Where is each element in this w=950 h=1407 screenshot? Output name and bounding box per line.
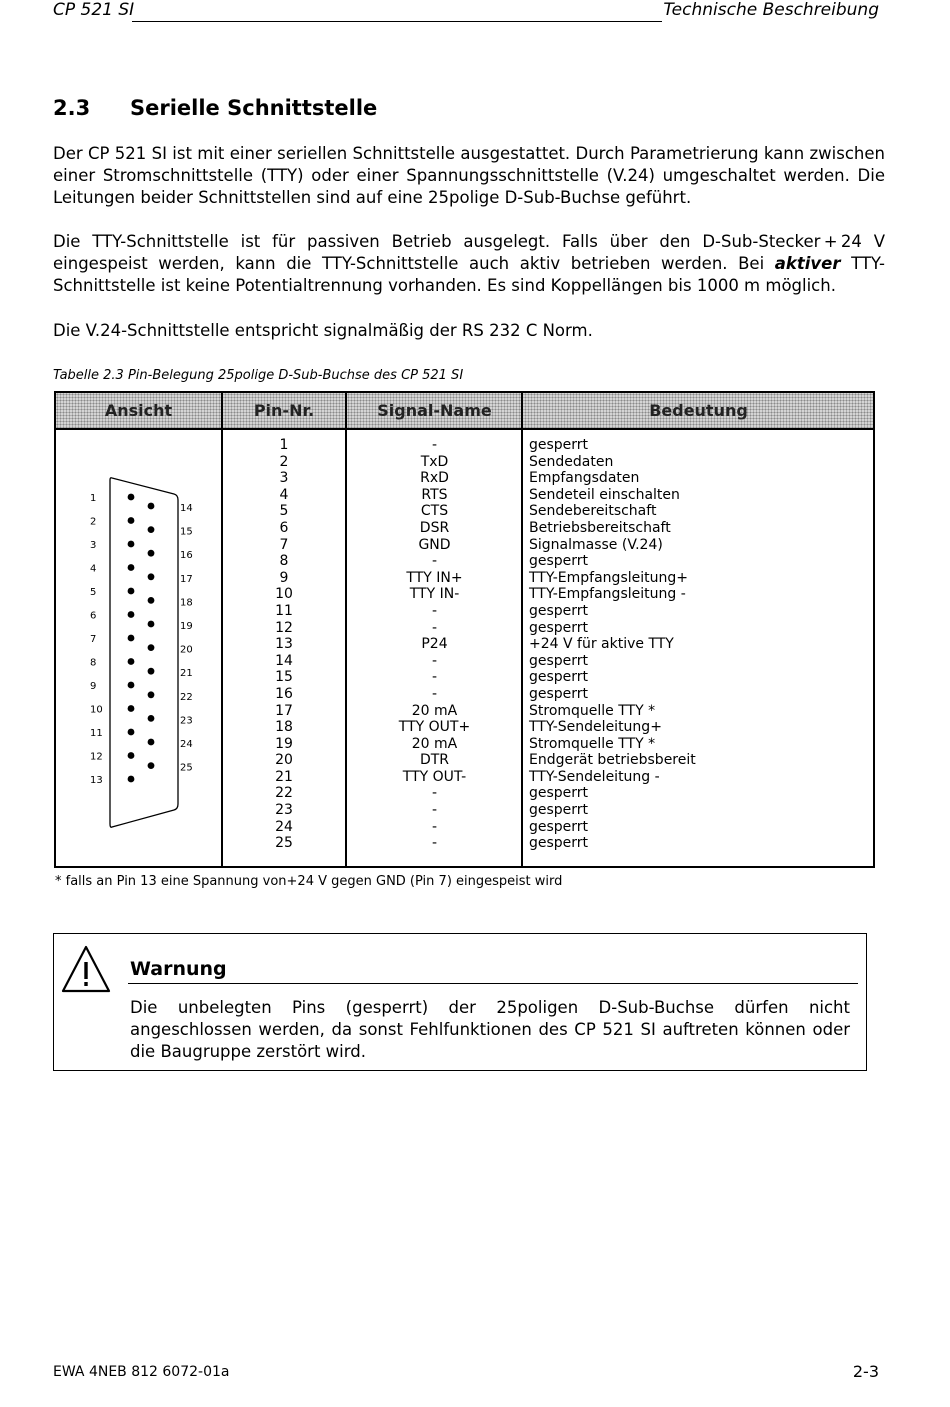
pin-number-cell: 21: [275, 768, 293, 785]
header-pin-nr: Pin-Nr.: [253, 401, 315, 420]
signal-name-cell: 20 mA: [411, 735, 458, 752]
connector-pin-label: 10: [90, 704, 103, 716]
pin-number-cell: 4: [279, 486, 289, 503]
connector-pin-dot: [128, 517, 135, 524]
connector-pin-dot: [148, 715, 155, 722]
pin-number-cell: 8: [279, 553, 289, 570]
paragraph-2: [53, 231, 885, 297]
connector-pin-dot: [148, 597, 155, 604]
signal-name-cell: TTY OUT-: [402, 768, 467, 785]
signal-name-cell: RxD: [420, 470, 449, 487]
connector-pin-label: 11: [90, 728, 103, 739]
pin-number-cell: 2: [279, 453, 289, 470]
pin-number-cell: 10: [275, 586, 293, 603]
meaning-cell: gesperrt: [529, 669, 589, 686]
header-bedeutung: Bedeutung: [649, 401, 748, 420]
connector-pin-label: 1: [90, 493, 97, 504]
pin-number-cell: 12: [275, 619, 293, 636]
signal-name-cell: TTY OUT+: [398, 719, 471, 736]
connector-pin-dot: [128, 776, 135, 783]
signal-name-cell: RTS: [421, 486, 448, 503]
warning-triangle-icon: [60, 944, 112, 994]
paragraph-2-part-1: Die TTY-Schnittstelle ist für passiven Betrieb ausgelegt. Falls über den D-Sub-Stecker + 24 V eingespeist werden, kann die TTY-Schnittstelle auch aktiv betrieben werden. Bei: [53, 232, 885, 273]
connector-pin-dot: [128, 682, 135, 689]
signal-name-cell: -: [431, 652, 438, 669]
signal-name-cell: DTR: [419, 752, 450, 769]
connector-pin-dot: [148, 526, 155, 533]
signal-name-cell: -: [431, 835, 438, 852]
signal-name-cell: -: [431, 553, 438, 570]
pin-number-cell: 20: [275, 752, 293, 769]
connector-pin-dot: [148, 762, 155, 769]
meaning-cell: gesperrt: [529, 619, 589, 636]
section-title: Serielle Schnittstelle: [130, 96, 378, 120]
meaning-cell: gesperrt: [529, 802, 589, 819]
pin-number-cell: 1: [279, 437, 289, 453]
paragraph-3: Die V.24-Schnittstelle entspricht signalmäßig der RS 232 C Norm.: [53, 321, 593, 340]
connector-pin-dot: [148, 691, 155, 698]
connector-pin-label: 14: [180, 503, 193, 514]
connector-pin-dot: [148, 621, 155, 628]
signal-name-cell: TxD: [420, 453, 449, 470]
connector-pin-dot: [148, 644, 155, 651]
meaning-cell: Empfangsdaten: [529, 470, 640, 487]
connector-outline: [110, 478, 178, 827]
paragraph-2-emphasis: aktiver: [774, 254, 841, 273]
meaning-cell: Sendedaten: [529, 453, 614, 470]
connector-pin-label: 12: [90, 751, 103, 763]
connector-pin-dot: [148, 668, 155, 675]
connector-pin-label: 21: [180, 668, 193, 680]
meaning-cell: TTY-Empfangsleitung -: [529, 586, 686, 603]
connector-pin-dot: [148, 573, 155, 580]
header-left: CP 521 SI: [53, 0, 135, 20]
connector-pin-label: 22: [180, 691, 193, 703]
meaning-cell: Sendeteil einschalten: [529, 486, 680, 503]
signal-name-cell: -: [431, 785, 438, 802]
pin-number-cell: 25: [275, 835, 293, 852]
header-signal-name: Signal-Name: [377, 401, 492, 420]
pin-number-cell: 7: [279, 536, 289, 553]
pin-number-cell: 15: [275, 669, 293, 686]
pin-number-cell: 3: [279, 470, 289, 487]
connector-pin-label: 5: [90, 587, 97, 598]
pin-number-cell: 16: [275, 685, 293, 702]
meaning-cell: TTY-Sendeleitung -: [529, 768, 660, 785]
header-rule: [132, 21, 662, 22]
connector-pin-label: 8: [90, 657, 97, 669]
signal-name-cell: -: [431, 685, 438, 702]
meaning-cell: Sendebereitschaft: [529, 503, 657, 520]
pin-number-cell: 14: [275, 652, 293, 669]
connector-pin-dot: [148, 739, 155, 746]
pin-number-cell: 9: [279, 569, 289, 586]
warning-title: Warnung: [130, 958, 227, 980]
connector-pin-dot: [128, 541, 135, 548]
header-right: Technische Beschreibung: [663, 0, 879, 20]
pin-number-cell: 18: [275, 719, 293, 736]
meaning-cell: Betriebsbereitschaft: [529, 519, 671, 536]
meaning-cell: gesperrt: [529, 785, 589, 802]
signal-name-cell: -: [431, 602, 438, 619]
signal-name-cell: DSR: [419, 519, 450, 536]
pin-number-cell: 6: [279, 519, 289, 536]
meaning-cell: TTY-Empfangsleitung+: [529, 569, 688, 586]
pin-number-cell: 19: [275, 735, 293, 752]
signal-name-cell: GND: [418, 536, 451, 553]
connector-pin-label: 16: [180, 550, 193, 562]
pin-number-cell: 22: [275, 785, 293, 802]
meaning-cell: gesperrt: [529, 602, 589, 619]
pin-table: [54, 391, 875, 868]
section-number: 2.3: [53, 96, 91, 120]
pin-number-cell: 17: [275, 702, 293, 719]
connector-pin-label: 23: [180, 715, 193, 727]
meaning-cell: Endgerät betriebsbereit: [529, 752, 696, 769]
meaning-cell: Signalmasse (V.24): [529, 536, 663, 553]
dsub-connector-diagram: [58, 430, 218, 870]
meaning-cell: gesperrt: [529, 818, 589, 835]
connector-pin-dot: [128, 494, 135, 501]
meaning-cell: gesperrt: [529, 652, 589, 669]
pin-number-cell: 13: [275, 636, 293, 653]
meaning-cell: +24 V für aktive TTY: [529, 636, 674, 653]
signal-name-cell: TTY IN+: [406, 569, 463, 586]
connector-pin-label: 15: [180, 526, 193, 538]
meaning-cell: gesperrt: [529, 553, 589, 570]
meaning-cell: gesperrt: [529, 437, 589, 453]
pin-number-cell: 11: [275, 602, 293, 619]
signal-name-cell: -: [431, 802, 438, 819]
connector-pin-dot: [148, 503, 155, 510]
connector-pin-label: 9: [90, 681, 97, 692]
signal-name-cell: 20 mA: [411, 702, 458, 719]
signal-name-cell: -: [431, 669, 438, 686]
connector-pin-label: 3: [90, 540, 97, 551]
connector-pin-label: 7: [90, 634, 97, 645]
connector-pin-dot: [148, 550, 155, 557]
connector-pin-dot: [128, 729, 135, 736]
meaning-cell: gesperrt: [529, 835, 589, 852]
signal-name-cell: TTY IN-: [409, 586, 460, 603]
connector-pin-label: 13: [90, 775, 103, 786]
connector-pin-dot: [128, 564, 135, 571]
connector-pin-dot: [128, 752, 135, 759]
connector-pin-label: 18: [180, 597, 193, 609]
connector-pin-label: 19: [180, 621, 193, 632]
connector-pin-dot: [128, 635, 135, 642]
connector-pin-label: 4: [90, 563, 97, 575]
meaning-cell: Stromquelle TTY *: [529, 702, 656, 719]
connector-pin-label: 2: [90, 516, 97, 528]
connector-pin-label: 17: [180, 573, 193, 585]
meaning-cell: TTY-Sendeleitung+: [529, 719, 662, 736]
signal-name-cell: CTS: [420, 503, 449, 520]
pin-number-cell: 24: [275, 818, 293, 835]
table-caption: Tabelle 2.3 Pin-Belegung 25polige D-Sub-Buchse des CP 521 SI: [53, 368, 464, 383]
signal-name-cell: -: [431, 818, 438, 835]
connector-pin-label: 25: [180, 762, 193, 774]
pin-number-cell: 23: [275, 802, 293, 819]
signal-name-cell: -: [431, 437, 438, 453]
table-footnote: * falls an Pin 13 eine Spannung von+24 V gegen GND (Pin 7) eingespeist wird: [55, 874, 563, 889]
connector-pin-dot: [128, 705, 135, 712]
signal-name-cell: P24: [421, 636, 448, 653]
connector-pin-label: 6: [90, 610, 97, 622]
connector-pin-dot: [128, 588, 135, 595]
warning-text: Die unbelegten Pins (gesperrt) der 25poligen D-Sub-Buchse dürfen nicht angeschlossen werden, da sonst Fehlfunktionen des CP 521 SI auftreten können oder die Baugruppe zerstört wird.: [130, 998, 850, 1061]
connector-pin-dot: [128, 658, 135, 665]
pin-number-cell: 5: [279, 503, 289, 520]
footer-doc-number: EWA 4NEB 812 6072-01a: [53, 1364, 230, 1380]
header-ansicht: Ansicht: [104, 401, 173, 420]
paragraph-1: Der CP 521 SI ist mit einer seriellen Schnittstelle ausgestattet. Durch Parametrierung kann zwischen einer Stromschnittstelle (TTY) oder einer Spannungsschnittstelle (V.24) umgeschaltet werden. Die Leitungen beider Schnittstellen sind auf eine 25polige D-Sub-Buchse geführt.: [53, 144, 885, 207]
connector-pin-dot: [128, 611, 135, 618]
meaning-cell: Stromquelle TTY *: [529, 735, 656, 752]
signal-name-cell: -: [431, 619, 438, 636]
footer-page-number: 2-3: [852, 1362, 879, 1381]
meaning-cell: gesperrt: [529, 685, 589, 702]
paragraph-2-part-2: TTY-Schnittstelle ist keine Potentialtrennung vorhanden. Es sind Koppellängen bis 1000 m möglich.: [53, 254, 886, 295]
connector-pin-label: 20: [180, 644, 193, 656]
warning-rule: [128, 983, 858, 984]
connector-pin-label: 24: [180, 739, 193, 750]
